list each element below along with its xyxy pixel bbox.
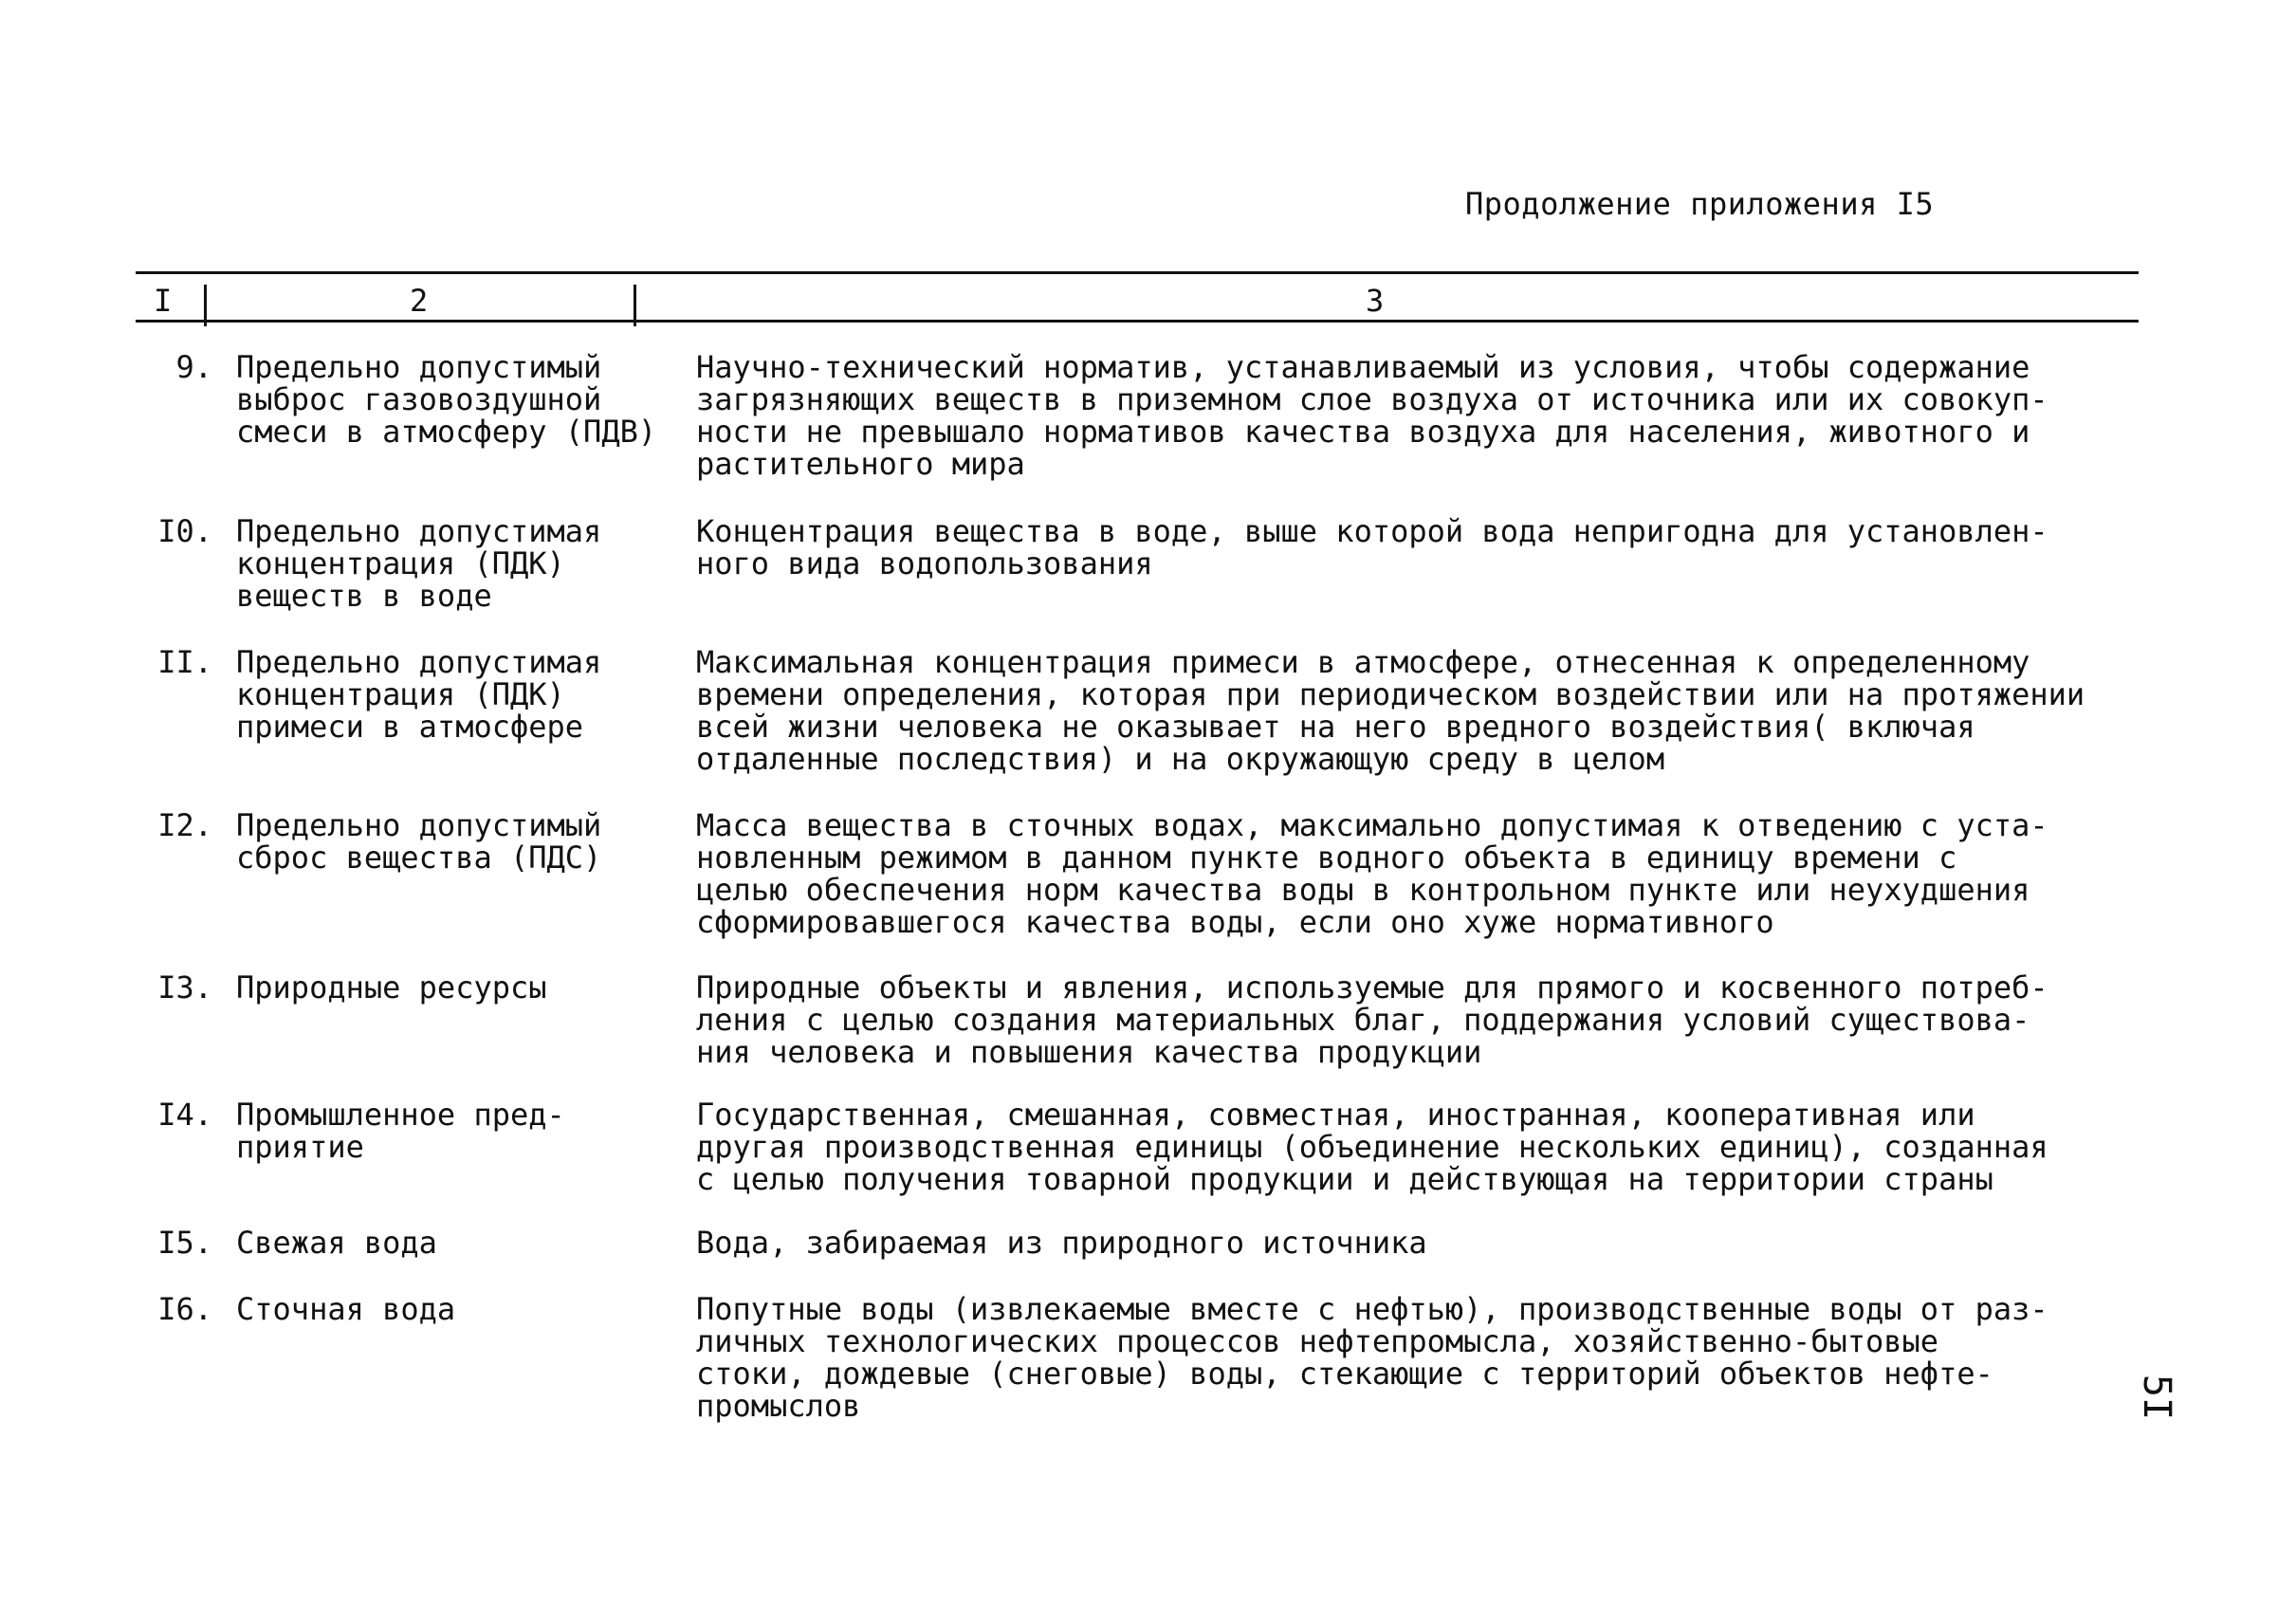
definition-line: всей жизни человека не оказывает на него вредного воздействия( включая — [696, 709, 1975, 745]
term-line: Предельно допустимая — [236, 644, 602, 680]
definition-line: стоки, дождевые (снеговые) воды, стекающие с территорий объектов нефте- — [696, 1356, 1993, 1392]
row-number: I3. — [157, 969, 212, 1006]
definition-cell — [696, 1227, 2176, 1259]
definition-line: ности не превышало нормативов качества воздуха для населения, животного и — [696, 414, 2030, 450]
column-header-1: I — [154, 283, 173, 319]
row-number: 9. — [175, 349, 212, 385]
term-line: выброс газовоздушной — [236, 381, 602, 417]
continuation-title: Продолжение приложения I5 — [1465, 186, 1935, 222]
definition-line: Максимальная концентрация примеси в атмосфере, отнесенная к определенному — [696, 644, 2030, 680]
table-top-rule — [136, 271, 2139, 274]
row-number: I6. — [157, 1291, 212, 1327]
definition-line: целью обеспечения норм качества воды в контрольном пункте или неухудшения — [696, 872, 2030, 908]
term-line: концентрация (ПДК) — [236, 545, 565, 581]
term-line: концентрация (ПДК) — [236, 676, 565, 712]
definition-line: отдаленные последствия) и на окружающую среду в целом — [696, 741, 1665, 777]
table-row — [118, 1098, 2176, 1195]
definition-line: новленным режимом в данном пункте водного объекта в единицу времени с — [696, 840, 1957, 876]
definition-line: Государственная, смешанная, совместная, иностранная, кооперативная или — [696, 1097, 1975, 1133]
definition-line: промыслов — [696, 1388, 861, 1424]
definition-line: времени определения, которая при периодическом воздействии или на протяжении — [696, 676, 2085, 712]
term-cell — [236, 809, 696, 874]
definition-cell — [696, 809, 2176, 938]
term-line: смеси в атмосферу (ПДВ) — [236, 414, 657, 450]
term-line: сброс вещества (ПДС) — [236, 840, 602, 876]
definition-cell — [696, 646, 2176, 775]
term-line: Природные ресурсы — [236, 969, 547, 1006]
definition-line: ния человека и повышения качества продукции — [696, 1034, 1482, 1070]
term-line: веществ в воде — [236, 578, 492, 614]
term-cell — [236, 971, 696, 1004]
table-row — [118, 1291, 2179, 1424]
row-number: I2. — [157, 807, 212, 843]
term-line: Свежая вода — [236, 1225, 437, 1261]
definition-cell — [696, 1291, 2179, 1424]
definition-cell — [696, 515, 2176, 580]
row-number: I4. — [157, 1097, 212, 1133]
term-line: Предельно допустимый — [236, 349, 602, 385]
definition-line: Вода, забираемая из природного источника — [696, 1225, 1427, 1261]
table-row — [118, 646, 2176, 775]
table-row — [118, 1227, 2176, 1259]
definition-line: личных технологических процессов нефтепромысла, хозяйственно-бытовые — [696, 1323, 1939, 1359]
definition-line: Концентрация вещества в воде, выше которой вода непригодна для установлен- — [696, 513, 2048, 549]
table-row — [118, 515, 2176, 612]
definition-line: другая производственная единицы (объединение нескольких единиц), созданная — [696, 1129, 2048, 1165]
term-line: Предельно допустимый — [236, 807, 602, 843]
table-row — [118, 971, 2176, 1068]
table-header-rule — [136, 320, 2139, 323]
term-cell — [236, 1293, 696, 1325]
row-number: I0. — [157, 513, 212, 549]
row-number: I5. — [157, 1225, 212, 1261]
definition-line: Попутные воды (извлекаемые вместе с нефтью), производственные воды от раз- — [696, 1291, 2048, 1327]
row-number: II. — [157, 644, 212, 680]
definition-cell — [696, 1098, 2176, 1195]
definition-line: ного вида водопользования — [696, 545, 1153, 581]
definition-line: растительного мира — [696, 446, 1025, 482]
table-row — [118, 809, 2176, 938]
term-line: Промышленное пред- — [236, 1097, 565, 1133]
definition-line: Природные объекты и явления, используемые для прямого и косвенного потреб- — [696, 969, 2048, 1006]
term-line: Сточная вода — [236, 1291, 456, 1327]
definition-line: ления с целью создания материальных благ, поддержания условий существова- — [696, 1002, 2030, 1038]
definition-line: Научно-технический норматив, устанавливаемый из условия, чтобы содержание — [696, 349, 2030, 385]
column-header-3: 3 — [1366, 283, 1385, 319]
page-number: 5I — [2135, 1374, 2179, 1421]
definition-cell — [696, 971, 2176, 1068]
column-header-2: 2 — [410, 283, 429, 319]
definition-line: Масса вещества в сточных водах, максимально допустимая к отведению с уста- — [696, 807, 2048, 843]
definition-line: с целью получения товарной продукции и действующая на территории страны — [696, 1161, 1993, 1197]
definition-cell — [696, 351, 2176, 480]
term-cell — [236, 1227, 696, 1259]
term-line: Предельно допустимая — [236, 513, 602, 549]
table-row — [118, 351, 2176, 480]
term-line: приятие — [236, 1129, 364, 1165]
term-cell — [236, 351, 696, 448]
term-cell — [236, 1098, 696, 1163]
term-cell — [236, 515, 696, 612]
term-cell — [236, 646, 696, 743]
definition-line: загрязняющих веществ в приземном слое воздуха от источника или их совокуп- — [696, 381, 2048, 417]
definition-line: сформировавшегося качества воды, если оно хуже нормативного — [696, 904, 1774, 940]
term-line: примеси в атмосфере — [236, 709, 584, 745]
